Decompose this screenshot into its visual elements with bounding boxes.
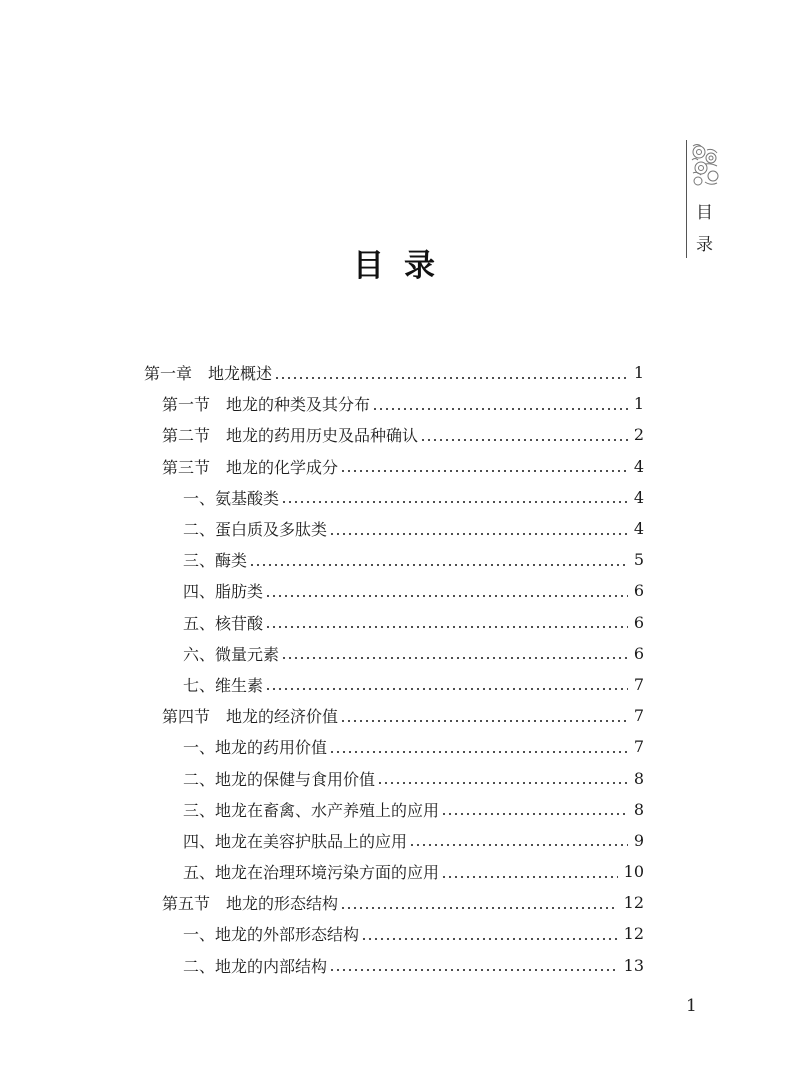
toc-entry-label: 第一节 地龙的种类及其分布 xyxy=(162,395,371,415)
toc-entry-item[interactable] xyxy=(0,669,790,700)
toc-entry-page: 6 xyxy=(633,612,644,632)
toc-entry-section[interactable] xyxy=(0,419,790,450)
floral-ornament-icon xyxy=(689,142,721,188)
side-tab-char: 录 xyxy=(696,235,713,255)
toc-entry-label: 三、酶类 xyxy=(183,551,248,571)
toc-entry-label: 第三节 地龙的化学成分 xyxy=(162,457,339,477)
table-of-contents xyxy=(0,357,790,981)
dot-leader xyxy=(329,521,628,537)
dot-leader xyxy=(377,770,628,786)
toc-entry-page: 6 xyxy=(633,581,644,601)
dot-leader xyxy=(340,458,628,474)
dot-leader xyxy=(361,926,618,942)
dot-leader xyxy=(265,676,628,692)
toc-entry-section[interactable] xyxy=(0,700,790,731)
toc-entry-page: 13 xyxy=(623,955,644,975)
toc-entry-page: 4 xyxy=(633,456,644,476)
toc-entry-label: 第一章 地龙概述 xyxy=(144,364,273,384)
toc-entry-page: 8 xyxy=(633,799,644,819)
dot-leader xyxy=(340,708,628,724)
toc-entry-label: 三、地龙在畜禽、水产养殖上的应用 xyxy=(183,800,440,820)
dot-leader xyxy=(409,832,628,848)
dot-leader xyxy=(265,583,628,599)
toc-entry-section[interactable] xyxy=(0,887,790,918)
toc-entry-item[interactable] xyxy=(0,950,790,981)
toc-entry-label: 二、地龙的保健与食用价值 xyxy=(183,769,376,789)
toc-entry-label: 一、地龙的外部形态结构 xyxy=(183,925,360,945)
dot-leader xyxy=(329,957,618,973)
toc-entry-page: 8 xyxy=(633,768,644,788)
toc-entry-item[interactable] xyxy=(0,825,790,856)
toc-entry-label: 五、地龙在治理环境污染方面的应用 xyxy=(183,863,440,883)
toc-entry-label: 第二节 地龙的药用历史及品种确认 xyxy=(162,426,419,446)
toc-entry-page: 4 xyxy=(633,487,644,507)
side-tab-char: 目 xyxy=(696,203,713,223)
toc-entry-page: 4 xyxy=(633,519,644,539)
dot-leader xyxy=(420,427,628,443)
toc-entry-page: 1 xyxy=(633,394,644,414)
page-title: 目录 xyxy=(353,248,455,284)
toc-entry-label: 第四节 地龙的经济价值 xyxy=(162,707,339,727)
toc-entry-label: 二、地龙的内部结构 xyxy=(183,956,328,976)
dot-leader xyxy=(249,552,628,568)
dot-leader xyxy=(281,645,628,661)
toc-entry-page: 6 xyxy=(633,643,644,663)
dot-leader xyxy=(274,365,628,381)
toc-entry-label: 四、脂肪类 xyxy=(183,582,264,602)
toc-entry-item[interactable] xyxy=(0,856,790,887)
dot-leader xyxy=(372,396,628,412)
toc-entry-chapter[interactable] xyxy=(0,357,790,388)
toc-entry-page: 5 xyxy=(633,550,644,570)
toc-entry-item[interactable] xyxy=(0,731,790,762)
dot-leader xyxy=(265,614,628,630)
toc-entry-label: 一、地龙的药用价值 xyxy=(183,738,328,758)
toc-entry-label: 二、蛋白质及多肽类 xyxy=(183,520,328,540)
toc-entry-item[interactable] xyxy=(0,544,790,575)
toc-entry-label: 第五节 地龙的形态结构 xyxy=(162,894,339,914)
dot-leader xyxy=(441,864,618,880)
toc-entry-page: 12 xyxy=(623,893,644,913)
toc-entry-item[interactable] xyxy=(0,482,790,513)
page-number: 1 xyxy=(686,996,697,1016)
toc-entry-page: 7 xyxy=(633,737,644,757)
toc-entry-item[interactable] xyxy=(0,513,790,544)
dot-leader xyxy=(329,739,628,755)
toc-entry-page: 2 xyxy=(633,425,644,445)
toc-entry-item[interactable] xyxy=(0,607,790,638)
toc-entry-section[interactable] xyxy=(0,388,790,419)
toc-entry-item[interactable] xyxy=(0,575,790,606)
toc-entry-page: 10 xyxy=(623,862,644,882)
toc-entry-label: 五、核苷酸 xyxy=(183,613,264,633)
dot-leader xyxy=(281,489,628,505)
dot-leader xyxy=(441,801,628,817)
toc-entry-item[interactable] xyxy=(0,762,790,793)
toc-entry-item[interactable] xyxy=(0,638,790,669)
toc-entry-section[interactable] xyxy=(0,451,790,482)
toc-entry-page: 1 xyxy=(633,363,644,383)
dot-leader xyxy=(340,895,618,911)
toc-entry-label: 四、地龙在美容护肤品上的应用 xyxy=(183,831,408,851)
toc-entry-item[interactable] xyxy=(0,918,790,949)
toc-entry-label: 七、维生素 xyxy=(183,675,264,695)
toc-entry-label: 六、微量元素 xyxy=(183,644,280,664)
toc-entry-page: 9 xyxy=(633,830,644,850)
toc-entry-item[interactable] xyxy=(0,794,790,825)
toc-entry-page: 12 xyxy=(623,924,644,944)
toc-entry-page: 7 xyxy=(633,674,644,694)
toc-entry-page: 7 xyxy=(633,706,644,726)
toc-entry-label: 一、氨基酸类 xyxy=(183,488,280,508)
